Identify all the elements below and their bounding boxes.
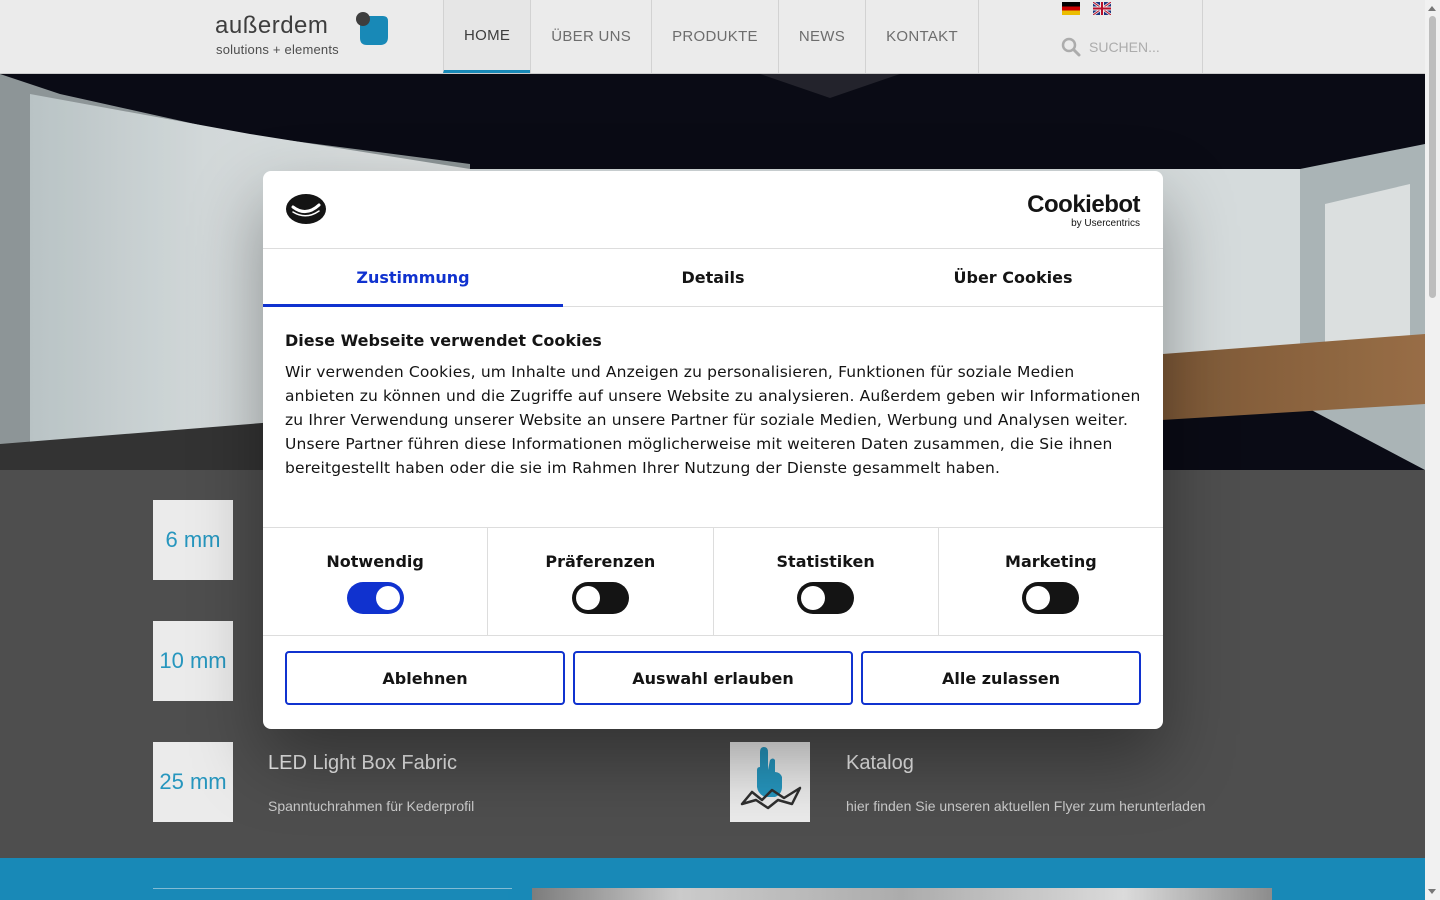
- cookie-categories: [263, 527, 1163, 636]
- cookie-dialog-header: [263, 171, 1163, 249]
- scroll-down-icon[interactable]: [1428, 889, 1436, 894]
- category-statistiken: [714, 528, 939, 635]
- decline-button[interactable]: Ablehnen: [285, 651, 565, 705]
- toggle-praeferenzen[interactable]: [572, 582, 629, 614]
- category-label: Statistiken: [776, 552, 875, 571]
- tab-details[interactable]: Details: [681, 268, 745, 287]
- category-notwendig: [263, 528, 488, 635]
- category-label: Notwendig: [326, 552, 424, 571]
- cookiebot-brand-by: by Usercentrics: [1071, 218, 1140, 229]
- nav-news[interactable]: NEWS: [778, 0, 865, 73]
- category-praeferenzen: [488, 528, 713, 635]
- tab-zustimmung[interactable]: Zustimmung: [263, 249, 563, 306]
- nav-home[interactable]: HOME: [443, 0, 530, 73]
- logo-tagline: solutions + elements: [216, 42, 339, 57]
- product-desc: Spanntuchrahmen für Kederprofil: [268, 798, 475, 814]
- cookie-title: Diese Webseite verwendet Cookies: [285, 331, 602, 350]
- katalog-title[interactable]: Katalog: [846, 752, 914, 774]
- cookiebot-brand-name: Cookiebot: [1027, 191, 1140, 218]
- product-title[interactable]: LED Light Box Fabric: [268, 752, 457, 774]
- cookie-tabs: [263, 249, 1163, 307]
- scroll-up-icon[interactable]: [1428, 6, 1436, 11]
- category-marketing: [939, 528, 1163, 635]
- product-thumb-10mm[interactable]: 10 mm: [153, 621, 233, 701]
- nav-ueber-uns[interactable]: ÜBER UNS: [530, 0, 651, 73]
- cookie-description: Wir verwenden Cookies, um Inhalte und Anzeigen zu personalisieren, Funktionen für soziale Medien anbieten zu können und die Zugriffe auf unsere Website zu analysieren. Außerdem geben wir Informationen zu Ihrer Verwendung unserer Website an unsere Partner für soziale Medien, Werbung und Analysen weiter. Unsere Partner führen diese Informationen möglicherweise mit weiteren Daten zusammen, die Sie ihnen bereitgestellt haben oder die sie im Rahmen Ihrer Nutzung der Dienste gesammelt haben.: [285, 363, 1141, 477]
- nav-kontakt[interactable]: KONTAKT: [865, 0, 979, 73]
- category-label: Präferenzen: [545, 552, 656, 571]
- toggle-statistiken[interactable]: [797, 582, 854, 614]
- cookie-consent-dialog: [263, 171, 1163, 729]
- product-thumb-25mm[interactable]: 25 mm: [153, 742, 233, 822]
- katalog-desc: hier finden Sie unseren aktuellen Flyer zum herunterladen: [846, 798, 1206, 814]
- nav-produkte[interactable]: PRODUKTE: [651, 0, 778, 73]
- toggle-notwendig[interactable]: [347, 582, 404, 614]
- allow-all-button[interactable]: Alle zulassen: [861, 651, 1141, 705]
- cookie-body: [263, 307, 1163, 527]
- toggle-marketing[interactable]: [1022, 582, 1079, 614]
- cookiebot-brand[interactable]: [1027, 192, 1140, 230]
- tab-ueber-cookies[interactable]: Über Cookies: [953, 268, 1073, 287]
- page-scrollbar[interactable]: [1425, 0, 1440, 900]
- scroll-thumb[interactable]: [1429, 16, 1436, 298]
- allow-selection-button[interactable]: Auswahl erlauben: [573, 651, 853, 705]
- cookie-logo-icon: [285, 193, 327, 225]
- category-label: Marketing: [1005, 552, 1097, 571]
- cookie-buttons: [285, 651, 1141, 705]
- logo-wordmark: außerdem: [215, 12, 329, 39]
- product-thumb-6mm[interactable]: 6 mm: [153, 500, 233, 580]
